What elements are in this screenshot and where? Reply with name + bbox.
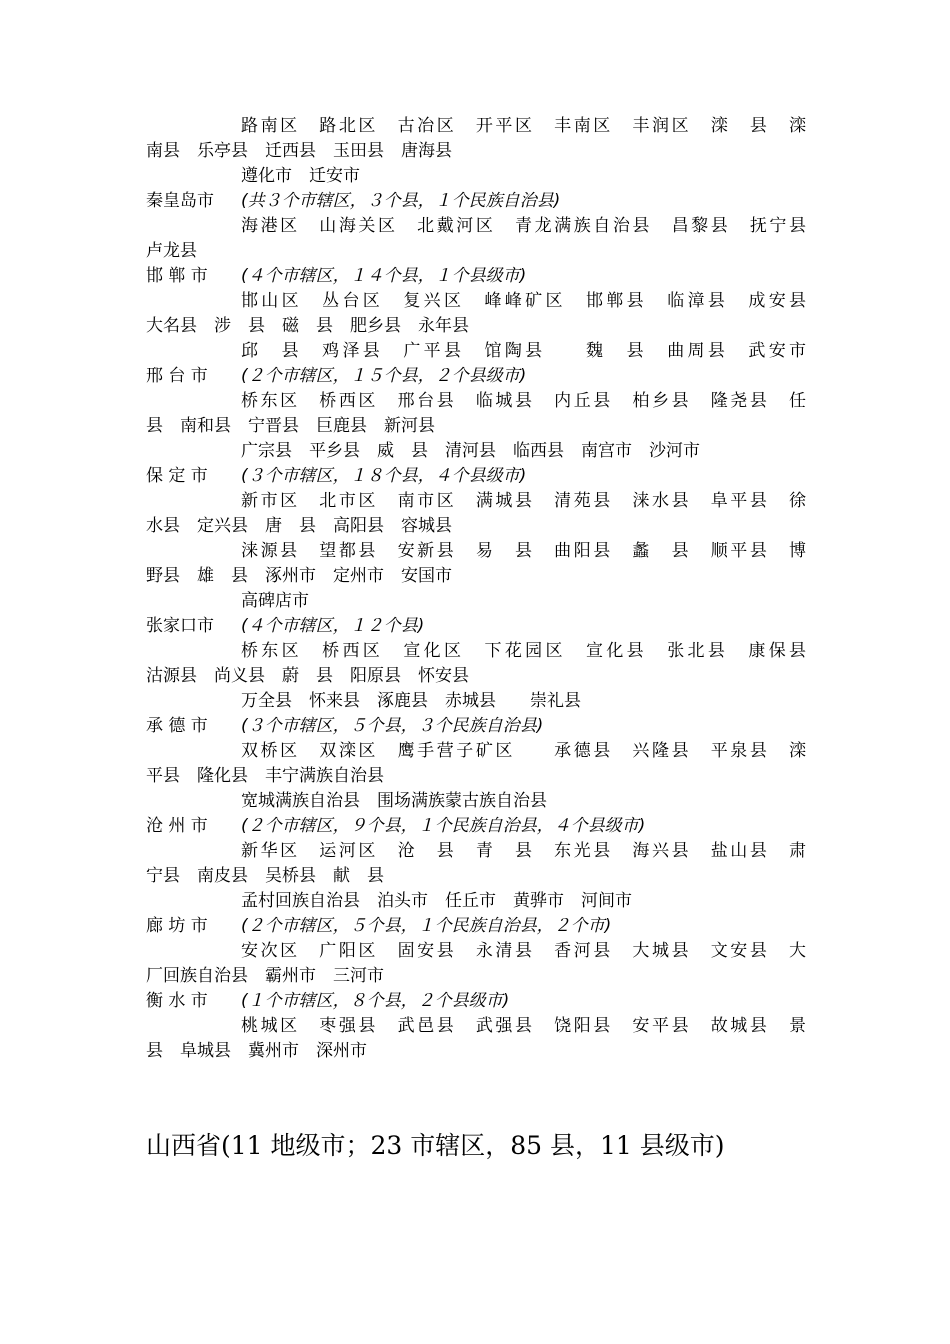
city-header — [146, 814, 806, 839]
city-header — [146, 364, 806, 389]
district-line-continued: 县 南和县 宁晋县 巨鹿县 新河县 — [146, 416, 435, 436]
district-line: 桥东区 桥西区 宣化区 下花园区 宣化县 张北县 康保县 — [241, 641, 806, 661]
district-line: 遵化市 迁安市 — [241, 166, 360, 186]
city-summary: (３个市辖区，５个县，３个民族自治县) — [241, 716, 544, 736]
city-name: 张家口市 — [146, 616, 214, 636]
city-name: 沧 州 市 — [146, 816, 208, 836]
district-line-continued: 县 阜城县 冀州市 深州市 — [146, 1041, 367, 1061]
city-header — [146, 264, 806, 289]
district-line-continued: 宁县 南皮县 吴桥县 献 县 — [146, 866, 384, 886]
city-name: 承 德 市 — [146, 716, 208, 736]
district-line: 孟村回族自治县 泊头市 任丘市 黄骅市 河间市 — [241, 891, 632, 911]
district-line-continued: 大名县 涉 县 磁 县 肥乡县 永年县 — [146, 316, 469, 336]
district-line: 桥东区 桥西区 邢台县 临城县 内丘县 柏乡县 隆尧县 任 — [241, 391, 806, 411]
district-line: 邯山区 丛台区 复兴区 峰峰矿区 邯郸县 临漳县 成安县 — [241, 291, 806, 311]
city-header — [146, 714, 806, 739]
district-line: 路南区 路北区 古冶区 开平区 丰南区 丰润区 滦 县 滦 — [241, 116, 806, 136]
district-line: 广宗县 平乡县 威 县 清河县 临西县 南宫市 沙河市 — [241, 441, 700, 461]
district-line-continued: 南县 乐亭县 迁西县 玉田县 唐海县 — [146, 141, 452, 161]
city-name: 邢 台 市 — [146, 366, 208, 386]
district-line: 安次区 广阳区 固安县 永清县 香河县 大城县 文安县 大 — [241, 941, 806, 961]
city-summary: (３个市辖区，１８个县，４个县级市) — [241, 466, 527, 486]
city-header — [146, 189, 806, 214]
district-line-continued: 水县 定兴县 唐 县 高阳县 容城县 — [146, 516, 452, 536]
city-header — [146, 464, 806, 489]
district-line: 桃城区 枣强县 武邑县 武强县 饶阳县 安平县 故城县 景 — [241, 1016, 806, 1036]
district-line: 海港区 山海关区 北戴河区 青龙满族自治县 昌黎县 抚宁县 — [241, 216, 806, 236]
city-name: 廊 坊 市 — [146, 916, 208, 936]
district-line: 邱 县 鸡泽县 广平县 馆陶县 魏 县 曲周县 武安市 — [241, 341, 806, 361]
city-summary: (１个市辖区，８个县，２个县级市) — [241, 991, 510, 1011]
city-summary: (２个市辖区，５个县，１个民族自治县，２个市) — [241, 916, 612, 936]
city-summary: (４个市辖区，１２个县) — [241, 616, 425, 636]
city-name: 保 定 市 — [146, 466, 208, 486]
district-line: 万全县 怀来县 涿鹿县 赤城县 崇礼县 — [241, 691, 581, 711]
city-name: 邯 郸 市 — [146, 266, 208, 286]
district-line: 新市区 北市区 南市区 满城县 清苑县 涞水县 阜平县 徐 — [241, 491, 806, 511]
district-line: 涞源县 望都县 安新县 易 县 曲阳县 蠡 县 顺平县 博 — [241, 541, 806, 561]
city-header — [146, 614, 806, 639]
district-line-continued: 卢龙县 — [146, 241, 197, 261]
city-summary: (２个市辖区，９个县，１个民族自治县，４个县级市) — [241, 816, 646, 836]
city-header — [146, 914, 806, 939]
district-line: 新华区 运河区 沧 县 青 县 东光县 海兴县 盐山县 肃 — [241, 841, 806, 861]
city-summary: (４个市辖区，１４个县，１个县级市) — [241, 266, 527, 286]
city-summary: (２个市辖区，１５个县，２个县级市) — [241, 366, 527, 386]
district-line: 宽城满族自治县 围场满族蒙古族自治县 — [241, 791, 547, 811]
city-name: 衡 水 市 — [146, 991, 208, 1011]
district-line-continued: 沽源县 尚义县 蔚 县 阳原县 怀安县 — [146, 666, 469, 686]
city-summary: (共３个市辖区，３个县，１个民族自治县) — [241, 191, 561, 211]
city-name: 秦皇岛市 — [146, 191, 214, 211]
province-heading: 山西省(11 地级市；23 市辖区，85 县，11 县级市) — [146, 1131, 725, 1160]
district-line: 高碑店市 — [241, 591, 309, 611]
district-line: 双桥区 双滦区 鹰手营子矿区 承德县 兴隆县 平泉县 滦 — [241, 741, 806, 761]
district-line-continued: 平县 隆化县 丰宁满族自治县 — [146, 766, 384, 786]
city-header — [146, 989, 806, 1014]
district-line-continued: 野县 雄 县 涿州市 定州市 安国市 — [146, 566, 452, 586]
district-line-continued: 厂回族自治县 霸州市 三河市 — [146, 966, 384, 986]
